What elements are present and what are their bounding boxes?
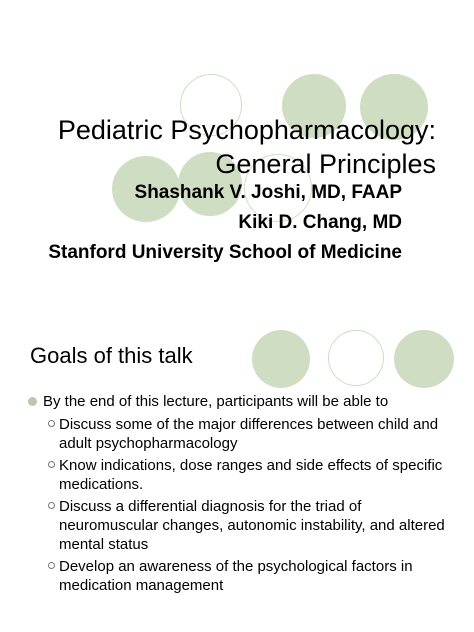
bullet-list (28, 392, 458, 598)
sub-bullet-text: Know indications, dose ranges and side effects of specific medications. (59, 457, 443, 493)
sub-bullet-item (48, 557, 458, 595)
decor-circle (252, 330, 310, 388)
slide-title (36, 113, 436, 181)
sub-bullet-text: Discuss a differential diagnosis for the triad of neuromuscular changes, autonomic instability, and altered mental status (59, 498, 445, 553)
bullet-ring-icon (48, 420, 55, 427)
sub-bullet-text: Develop an awareness of the psychological factors in medication management (59, 558, 413, 594)
decor-circle (328, 330, 384, 386)
sub-bullet-item (48, 456, 458, 494)
sub-bullet-item (48, 497, 458, 554)
section-heading: Goals of this talk (30, 343, 193, 368)
bullet-ring-icon (48, 502, 55, 509)
author-block (42, 180, 402, 270)
bullet-dot-icon (28, 397, 37, 406)
title-line-1: Pediatric Psychopharmacology: (57, 115, 436, 146)
author-name: Shashank V. Joshi, MD, FAAP (134, 182, 402, 203)
bullet-text: By the end of this lecture, participants will be able to (43, 393, 389, 410)
decor-circle (394, 330, 454, 388)
affiliation: Stanford University School of Medicine (48, 242, 402, 263)
title-line-2: General Principles (215, 149, 436, 180)
bullet-item (28, 392, 458, 411)
bullet-ring-icon (48, 562, 55, 569)
author-name: Kiki D. Chang, MD (238, 212, 402, 233)
bullet-ring-icon (48, 461, 55, 468)
sub-bullet-text: Discuss some of the major differences between child and adult psychopharmacology (59, 416, 439, 452)
sub-bullet-item (48, 415, 458, 453)
